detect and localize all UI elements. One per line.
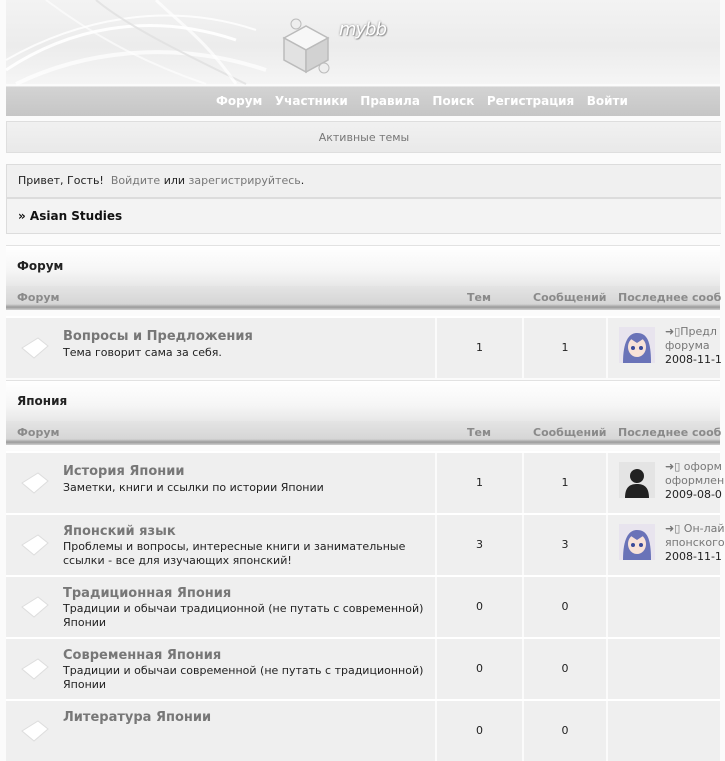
category-title[interactable]: Форум bbox=[17, 259, 64, 273]
mybb-logo-icon bbox=[274, 14, 338, 76]
forum-status-icon bbox=[20, 471, 50, 495]
forum-title[interactable]: Японский язык bbox=[63, 524, 176, 539]
topic-count: 0 bbox=[476, 600, 483, 613]
forum-description: Традиции и обычаи современной (не путать с традиционной) Японии bbox=[63, 664, 424, 691]
nav-members[interactable]: Участники bbox=[274, 94, 348, 108]
topic-count: 0 bbox=[476, 724, 483, 737]
nav-register[interactable]: Регистрация bbox=[486, 94, 575, 108]
col-forum: Форум bbox=[17, 291, 60, 304]
forum-description: Традиции и обычаи традиционной (не путать с современной) Японии bbox=[63, 602, 424, 629]
anime-avatar-icon[interactable] bbox=[619, 327, 655, 363]
login-link[interactable]: Войдите bbox=[110, 174, 161, 187]
last-post-info bbox=[665, 460, 724, 502]
default-avatar-icon[interactable] bbox=[619, 462, 655, 498]
col-topics: Тем bbox=[467, 426, 491, 439]
col-topics: Тем bbox=[467, 291, 491, 304]
post-count: 3 bbox=[561, 538, 569, 551]
forum-description: Проблемы и вопросы, интересные книги и занимательные ссылки - все для изучающих японский! bbox=[63, 540, 406, 567]
forum-status-icon bbox=[20, 595, 50, 619]
forum-row bbox=[6, 699, 720, 761]
last-post-empty bbox=[608, 701, 720, 761]
col-posts: Сообщений bbox=[533, 426, 607, 439]
goto-last-post-icon[interactable]: ➜▯ bbox=[665, 522, 681, 535]
column-headers bbox=[6, 286, 720, 310]
last-post-empty bbox=[608, 639, 720, 699]
topic-count: 0 bbox=[476, 662, 483, 675]
forum-title[interactable]: История Японии bbox=[63, 464, 185, 479]
last-post-title-cont[interactable]: форума bbox=[665, 339, 710, 352]
nav-login[interactable]: Войти bbox=[586, 94, 628, 108]
anime-avatar-icon[interactable] bbox=[619, 524, 655, 560]
col-lastpost: Последнее сооб bbox=[618, 291, 722, 304]
col-lastpost: Последнее сооб bbox=[618, 426, 722, 439]
main-navbar bbox=[6, 86, 720, 116]
column-headers bbox=[6, 421, 720, 445]
nav-search[interactable]: Поиск bbox=[432, 94, 475, 108]
forum-description: Тема говорит сама за себя. bbox=[63, 346, 222, 359]
last-post-info bbox=[665, 325, 722, 367]
nav-rules[interactable]: Правила bbox=[360, 94, 420, 108]
forum-row bbox=[6, 451, 725, 513]
post-count: 0 bbox=[561, 724, 569, 737]
breadcrumb-board[interactable]: » Asian Studies bbox=[18, 209, 123, 223]
col-posts: Сообщений bbox=[533, 291, 607, 304]
forum-status-icon bbox=[20, 657, 50, 681]
category-title[interactable]: Япония bbox=[17, 394, 68, 408]
topic-count: 1 bbox=[476, 341, 483, 354]
last-post-title[interactable]: оформ bbox=[683, 460, 722, 473]
forum-title[interactable]: Литература Японии bbox=[63, 710, 212, 725]
col-forum: Форум bbox=[17, 426, 60, 439]
category-japan bbox=[6, 380, 725, 761]
active-topics-link[interactable]: Активные темы bbox=[318, 131, 410, 144]
last-post-date: 2008-11-1 bbox=[665, 353, 722, 366]
logo-text: mybb bbox=[339, 19, 387, 40]
category-forum bbox=[6, 245, 720, 378]
topic-count: 1 bbox=[476, 476, 483, 489]
forum-row bbox=[6, 316, 720, 378]
last-post-title-cont[interactable]: оформлен bbox=[665, 474, 725, 487]
forum-row bbox=[6, 637, 720, 699]
last-post-title[interactable]: Он-лай bbox=[683, 522, 725, 535]
last-post-title[interactable]: Предл bbox=[680, 325, 717, 338]
header-banner bbox=[6, 0, 720, 84]
last-post-date: 2009-08-0 bbox=[665, 488, 722, 501]
forum-status-icon bbox=[20, 336, 50, 360]
forum-status-icon bbox=[20, 719, 50, 743]
last-post-empty bbox=[608, 577, 720, 637]
forum-status-icon bbox=[20, 533, 50, 557]
active-topics-bar bbox=[6, 121, 721, 153]
post-count: 0 bbox=[561, 600, 569, 613]
forum-row bbox=[6, 575, 720, 637]
welcome-greeting: Привет, Гость! bbox=[18, 174, 104, 187]
welcome-bar bbox=[6, 164, 721, 198]
forum-title[interactable]: Вопросы и Предложения bbox=[63, 329, 253, 344]
register-link[interactable]: зарегистрируйтесь bbox=[188, 174, 301, 187]
forum-title[interactable]: Современная Япония bbox=[63, 648, 222, 663]
forum-title[interactable]: Традиционная Япония bbox=[63, 586, 232, 601]
post-count: 1 bbox=[561, 341, 569, 354]
goto-last-post-icon[interactable]: ➜▯ bbox=[665, 460, 681, 473]
forum-description: Заметки, книги и ссылки по истории Японии bbox=[63, 481, 324, 494]
post-count: 0 bbox=[561, 662, 569, 675]
welcome-or: или bbox=[163, 174, 186, 187]
welcome-end: . bbox=[300, 174, 305, 187]
nav-forum[interactable]: Форум bbox=[216, 94, 263, 108]
post-count: 1 bbox=[561, 476, 569, 489]
category-header bbox=[6, 380, 720, 421]
goto-last-post-icon[interactable]: ➜▯ bbox=[665, 325, 681, 338]
last-post-date: 2008-11-1 bbox=[665, 550, 722, 563]
category-header bbox=[6, 245, 720, 286]
last-post-title-cont[interactable]: японского bbox=[665, 536, 725, 549]
forum-row bbox=[6, 513, 725, 575]
topic-count: 3 bbox=[476, 538, 483, 551]
breadcrumb bbox=[6, 198, 721, 234]
last-post-info bbox=[665, 522, 725, 564]
